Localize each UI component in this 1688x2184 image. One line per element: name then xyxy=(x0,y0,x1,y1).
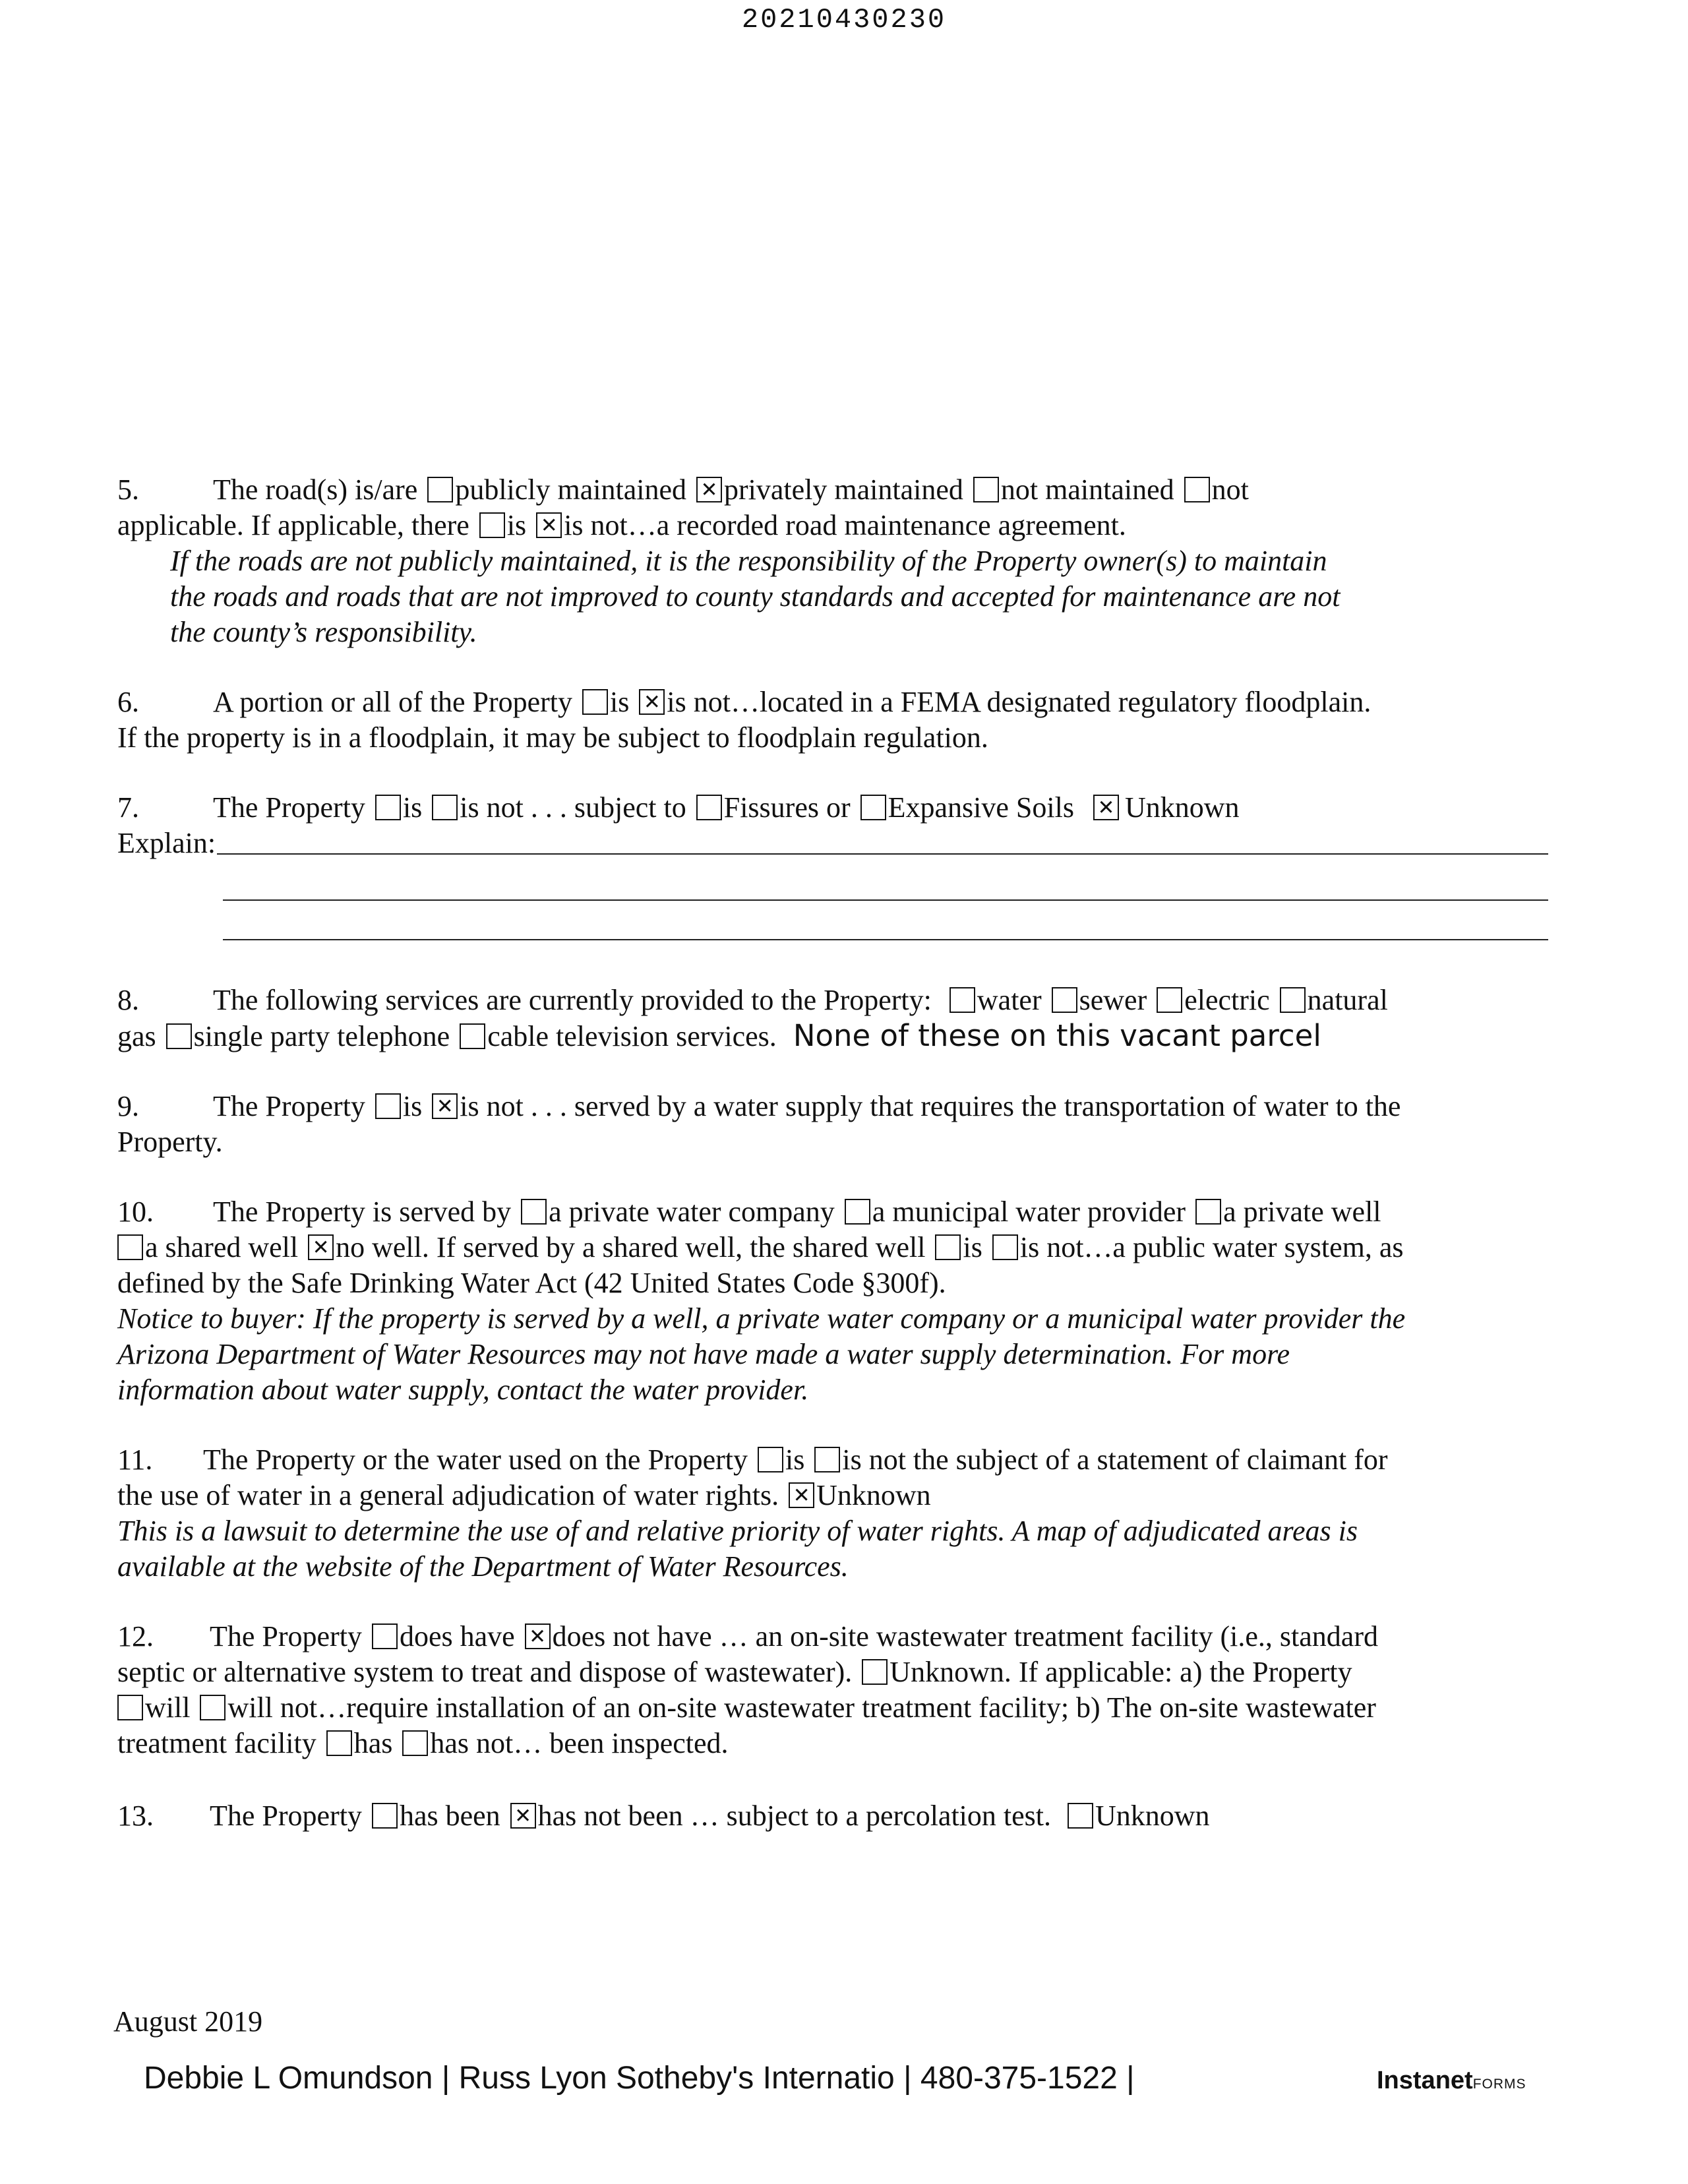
option-label: Unknown xyxy=(1124,791,1240,824)
question-text: If the property is in a floodplain, it may be subject to floodplain regulation. xyxy=(117,721,988,754)
checkbox-agreement-is[interactable] xyxy=(479,512,505,538)
checkbox-publicly-maintained[interactable] xyxy=(427,477,453,502)
option-label: water xyxy=(977,984,1042,1016)
disclosure-body xyxy=(117,472,1548,1834)
checkbox-floodplain-is[interactable] xyxy=(582,689,608,715)
checkbox-not-maintained[interactable] xyxy=(973,477,999,502)
checkbox-shared-well[interactable] xyxy=(117,1234,143,1260)
option-label: cable television services. xyxy=(487,1020,777,1052)
checkbox-agreement-is-not[interactable] xyxy=(536,512,562,538)
option-label: a private water company xyxy=(549,1196,835,1228)
question-text: defined by the Safe Drinking Water Act (42 United States Code §300f). xyxy=(117,1267,946,1299)
note-line: information about water supply, contact the water provider. xyxy=(117,1374,809,1406)
checkbox-claimant-is-not[interactable] xyxy=(814,1447,840,1472)
checkbox-floodplain-is-not[interactable] xyxy=(639,689,665,715)
option-label: Expansive Soils xyxy=(888,791,1074,824)
option-label: does not have … an on-site wastewater treatment facility (i.e., standard xyxy=(552,1620,1378,1653)
checkbox-transport-is[interactable] xyxy=(375,1093,401,1119)
instanet-forms-logo xyxy=(1377,2067,1526,2095)
note-line: the county’s responsibility. xyxy=(170,616,477,648)
section-number: 8. xyxy=(117,984,139,1016)
section-7-soils xyxy=(117,790,1548,940)
checkbox-soils-is-not[interactable] xyxy=(432,795,458,820)
checkbox-fissures[interactable] xyxy=(696,795,722,820)
checkbox-percolation-unknown[interactable] xyxy=(1068,1803,1093,1829)
note-line: Notice to buyer: If the property is served by a well, a private water company or a municipal water provider the xyxy=(117,1302,1406,1335)
checkbox-claimant-is[interactable] xyxy=(758,1447,783,1472)
checkbox-will-not[interactable] xyxy=(200,1695,226,1720)
option-label: privately maintained xyxy=(724,473,963,506)
option-label: single party telephone xyxy=(193,1020,450,1052)
checkbox-transport-is-not[interactable] xyxy=(432,1093,458,1119)
option-label: gas xyxy=(117,1020,156,1052)
option-label: a shared well xyxy=(145,1231,299,1263)
explain-line xyxy=(223,865,1548,901)
checkbox-has-been[interactable] xyxy=(372,1803,398,1829)
question-text: The road(s) is/are xyxy=(213,473,418,506)
option-label: publicly maintained xyxy=(455,473,687,506)
checkbox-does-have[interactable] xyxy=(372,1623,398,1649)
section-6-floodplain xyxy=(117,684,1548,756)
agent-info: Debbie L Omundson | Russ Lyon Sotheby's Internatio | 480-375-1522 | xyxy=(144,2061,1135,2096)
question-text: The Property is served by xyxy=(213,1196,512,1228)
checkbox-will[interactable] xyxy=(117,1695,143,1720)
checkbox-has-not-been[interactable] xyxy=(510,1803,536,1829)
option-label: is xyxy=(506,509,527,541)
question-text: A portion or all of the Property xyxy=(213,686,573,718)
checkbox-privately-maintained[interactable] xyxy=(696,477,722,502)
logo-text-small: FORMS xyxy=(1472,2077,1526,2092)
checkbox-no-well[interactable] xyxy=(308,1234,334,1260)
note-line: the roads and roads that are not improved to county standards and accepted for maintenance are not xyxy=(170,580,1341,613)
option-label: is not . . . served by a water supply that requires the transportation of water to the xyxy=(460,1090,1401,1122)
option-label: has been xyxy=(399,1800,500,1832)
checkbox-telephone[interactable] xyxy=(166,1023,192,1049)
option-label: Unknown xyxy=(816,1479,931,1511)
question-text: The Property xyxy=(213,791,365,824)
question-text: The Property or the water used on the Property xyxy=(203,1443,748,1476)
checkbox-sewer[interactable] xyxy=(1052,987,1077,1013)
section-10-water-source xyxy=(117,1194,1548,1408)
checkbox-public-system-is[interactable] xyxy=(935,1234,961,1260)
checkbox-expansive-soils[interactable] xyxy=(860,795,886,820)
option-label: natural xyxy=(1307,984,1388,1016)
section-8-services xyxy=(117,983,1548,1054)
option-label: no well. If served by a shared well, the shared well xyxy=(336,1231,926,1263)
section-number: 9. xyxy=(117,1090,139,1122)
option-label: is xyxy=(402,1090,423,1122)
explain-label: Explain: xyxy=(117,827,216,859)
section-12-wastewater xyxy=(117,1619,1548,1761)
checkbox-has-not[interactable] xyxy=(402,1730,428,1756)
checkbox-natural-gas[interactable] xyxy=(1280,987,1306,1013)
checkbox-cable[interactable] xyxy=(460,1023,485,1049)
checkbox-does-not-have[interactable] xyxy=(525,1623,551,1649)
option-label: is not the subject of a statement of claimant for xyxy=(842,1443,1388,1476)
explain-line xyxy=(217,853,1548,855)
checkbox-private-well[interactable] xyxy=(1195,1199,1221,1225)
checkbox-claimant-unknown[interactable] xyxy=(789,1482,814,1508)
section-number: 6. xyxy=(117,686,139,718)
handwritten-note: None of these on this vacant parcel xyxy=(793,1018,1321,1053)
document-number: 20210430230 xyxy=(741,4,947,36)
option-label: has not… been inspected. xyxy=(430,1727,729,1759)
section-13-percolation xyxy=(117,1798,1548,1834)
checkbox-not-applicable[interactable] xyxy=(1184,477,1210,502)
option-label: has not been … subject to a percolation test. xyxy=(537,1800,1051,1832)
note-line: available at the website of the Department of Water Resources. xyxy=(117,1550,849,1583)
option-label: is xyxy=(785,1443,805,1476)
section-number: 10. xyxy=(117,1196,154,1228)
checkbox-public-system-is-not[interactable] xyxy=(992,1234,1018,1260)
question-text: The following services are currently provided to the Property: xyxy=(213,984,932,1016)
section-number: 13. xyxy=(117,1800,154,1832)
question-text: treatment facility xyxy=(117,1727,316,1759)
section-number: 11. xyxy=(117,1443,153,1476)
note-line: This is a lawsuit to determine the use of and relative priority of water rights. A map of adjudicated areas is xyxy=(117,1515,1358,1547)
explain-field[interactable] xyxy=(117,826,1548,861)
question-text: The Property xyxy=(210,1620,362,1653)
option-label: electric xyxy=(1184,984,1270,1016)
option-label: does have xyxy=(399,1620,515,1653)
section-number: 12. xyxy=(117,1620,154,1653)
question-text: applicable. If applicable, there xyxy=(117,509,469,541)
option-label: sewer xyxy=(1079,984,1147,1016)
option-label: is not…a public water system, as xyxy=(1019,1231,1404,1263)
option-label: Unknown. If applicable: a) the Property xyxy=(889,1656,1352,1688)
option-label: not maintained xyxy=(1000,473,1174,506)
option-label: is not . . . subject to xyxy=(460,791,686,824)
form-date: August 2019 xyxy=(113,2005,263,2038)
section-number: 5. xyxy=(117,473,139,506)
checkbox-wastewater-unknown[interactable] xyxy=(862,1659,888,1685)
option-label: will xyxy=(145,1691,191,1724)
question-text: Property. xyxy=(117,1126,223,1158)
note-line: Arizona Department of Water Resources may not have made a water supply determination. For more xyxy=(117,1338,1290,1370)
checkbox-soils-is[interactable] xyxy=(375,795,401,820)
option-label: a municipal water provider xyxy=(872,1196,1186,1228)
option-label: is not…located in a FEMA designated regulatory floodplain. xyxy=(667,686,1372,718)
option-label: Fissures or xyxy=(723,791,851,824)
checkbox-municipal-provider[interactable] xyxy=(845,1199,870,1225)
checkbox-water[interactable] xyxy=(950,987,975,1013)
logo-text: Instanet xyxy=(1377,2067,1473,2094)
section-5-roads xyxy=(117,472,1548,650)
checkbox-soils-unknown[interactable] xyxy=(1093,795,1119,820)
option-label: has xyxy=(353,1727,393,1759)
option-label: will not…require installation of an on-site wastewater treatment facility; b) The on-site wastewater xyxy=(227,1691,1376,1724)
option-label: is xyxy=(963,1231,982,1263)
option-label: not xyxy=(1211,473,1249,506)
checkbox-has[interactable] xyxy=(326,1730,352,1756)
checkbox-private-water-company[interactable] xyxy=(521,1199,547,1225)
section-9-water-transport xyxy=(117,1089,1548,1160)
question-text: the use of water in a general adjudication of water rights. xyxy=(117,1479,779,1511)
checkbox-electric[interactable] xyxy=(1157,987,1182,1013)
option-label: Unknown xyxy=(1095,1800,1210,1832)
question-text: septic or alternative system to treat and dispose of wastewater). xyxy=(117,1656,853,1688)
option-label: a private well xyxy=(1223,1196,1381,1228)
question-text: The Property xyxy=(210,1800,362,1832)
note-line: If the roads are not publicly maintained, it is the responsibility of the Property owner(s) to maintain xyxy=(170,545,1327,577)
explain-line xyxy=(223,905,1548,940)
section-number: 7. xyxy=(117,791,139,824)
option-label: is not…a recorded road maintenance agreement. xyxy=(564,509,1126,541)
question-text: The Property xyxy=(213,1090,365,1122)
section-11-adjudication xyxy=(117,1442,1548,1585)
option-label: is xyxy=(402,791,423,824)
option-label: is xyxy=(610,686,630,718)
